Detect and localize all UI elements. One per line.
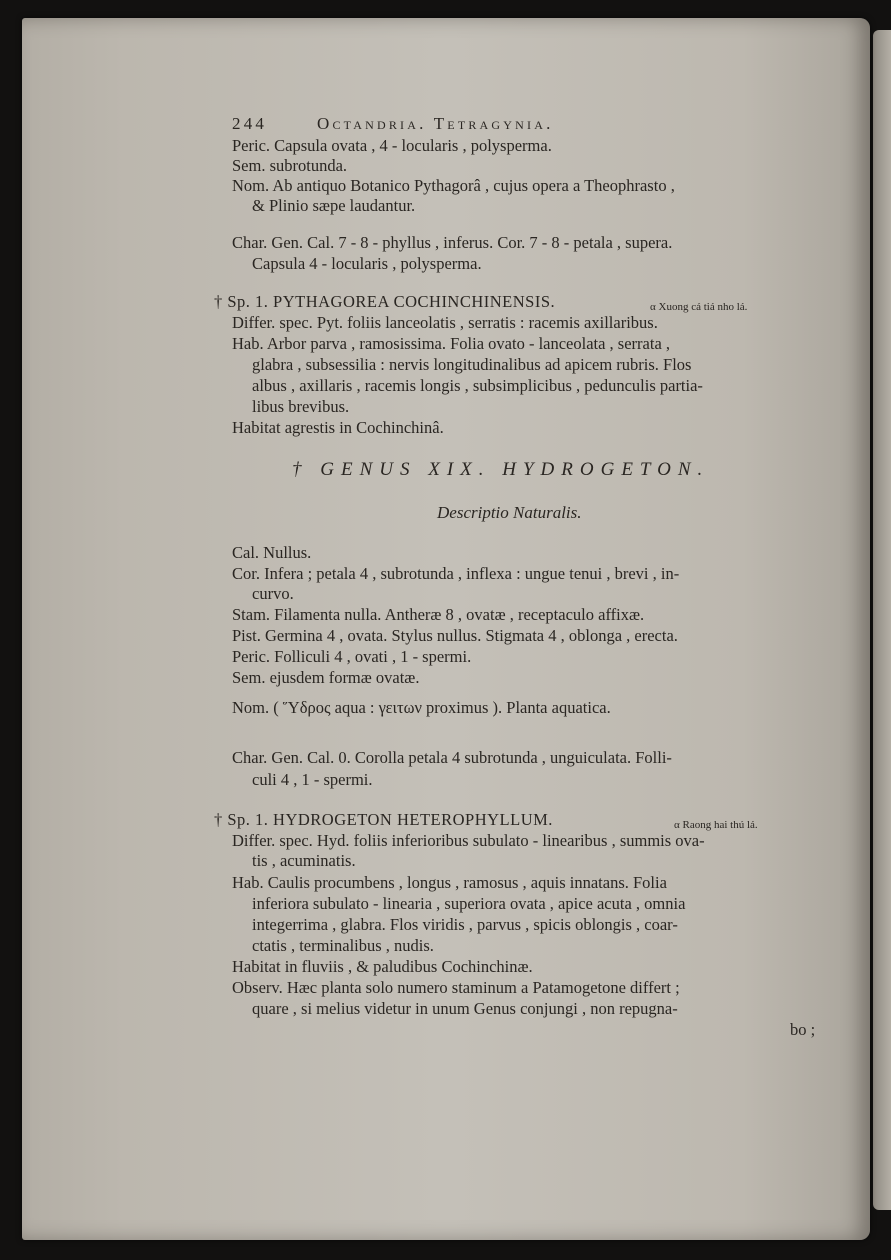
species-title: † Sp. 1. HYDROGETON HETEROPHYLLUM.: [214, 810, 553, 829]
facing-page-edge: [873, 30, 891, 1210]
text-line: Cal. Nullus.: [232, 543, 312, 562]
text-line: Peric. Folliculi 4 , ovati , 1 - spermi.: [232, 647, 472, 666]
text-line: ctatis , terminalibus , nudis.: [252, 936, 434, 955]
text-line: curvo.: [252, 584, 294, 603]
text-line: Stam. Filamenta nulla. Antheræ 8 , ovatæ , receptaculo affixæ.: [232, 605, 645, 624]
text-line: Hab. Caulis procumbens , longus , ramosus , aquis innatans. Folia: [232, 873, 667, 892]
text-line: Differ. spec. Hyd. foliis inferioribus subulato - linearibus , summis ova-: [232, 831, 705, 850]
text-line: Capsula 4 - locularis , polysperma.: [252, 254, 482, 273]
book-page: [22, 18, 870, 1240]
text-line: quare , si melius videtur in unum Genus conjungi , non repugna-: [252, 999, 678, 1018]
text-line: libus brevibus.: [252, 397, 350, 416]
vernacular-name: α Raong hai thú lá.: [674, 819, 758, 831]
text-line: & Plinio sæpe laudantur.: [252, 196, 416, 215]
species-title: † Sp. 1. PYTHAGOREA COCHINCHINENSIS.: [214, 292, 556, 311]
text-line: Observ. Hæc planta solo numero staminum a Patamogetone differt ;: [232, 978, 680, 997]
text-line: Habitat agrestis in Cochinchinâ.: [232, 418, 444, 437]
text-line: Pist. Germina 4 , ovata. Stylus nullus. Stigmata 4 , oblonga , erecta.: [232, 626, 678, 645]
text-line: albus , axillaris , racemis longis , subsimplicibus , pedunculis partia-: [252, 376, 703, 395]
page-text: [22, 18, 870, 1240]
text-line: Nom. Ab antiquo Botanico Pythagorâ , cujus opera a Theophrasto ,: [232, 176, 675, 195]
text-line: Habitat in fluviis , & paludibus Cochinchinæ.: [232, 957, 533, 976]
text-line: Sem. subrotunda.: [232, 156, 348, 175]
running-title: Octandria. Tetragynia.: [317, 114, 554, 133]
page-number: 244: [232, 114, 268, 133]
text-line: Hab. Arbor parva , ramosissima. Folia ovato - lanceolata , serrata ,: [232, 334, 671, 353]
text-line: Char. Gen. Cal. 7 - 8 - phyllus , inferus. Cor. 7 - 8 - petala , supera.: [232, 233, 673, 252]
text-line: Cor. Infera ; petala 4 , subrotunda , inflexa : ungue tenui , brevi , in-: [232, 564, 680, 583]
text-line: Differ. spec. Pyt. foliis lanceolatis , serratis : racemis axillaribus.: [232, 313, 658, 332]
text-line: Nom. ( Ὕδρος aqua : γειτων proximus ). Planta aquatica.: [232, 698, 611, 717]
text-line: Sem. ejusdem formæ ovatæ.: [232, 668, 420, 687]
text-line: Peric. Capsula ovata , 4 - locularis , polysperma.: [232, 136, 552, 155]
text-line: tis , acuminatis.: [252, 851, 356, 870]
genus-title: † GENUS XIX. HYDROGETON.: [292, 459, 710, 480]
text-line: Char. Gen. Cal. 0. Corolla petala 4 subrotunda , unguiculata. Folli-: [232, 748, 672, 767]
text-line: inferiora subulato - linearia , superiora ovata , apice acuta , omnia: [252, 894, 686, 913]
text-line: glabra , subsessilia : nervis longitudinalibus ad apicem rubris. Flos: [252, 355, 692, 374]
text-line: culi 4 , 1 - spermi.: [252, 770, 373, 789]
section-subtitle: Descriptio Naturalis.: [437, 503, 582, 522]
text-line: integerrima , glabra. Flos viridis , parvus , spicis oblongis , coar-: [252, 915, 678, 934]
vernacular-name: α Xuong cá tiá nho lá.: [650, 301, 748, 313]
catchword: bo ;: [790, 1020, 816, 1039]
